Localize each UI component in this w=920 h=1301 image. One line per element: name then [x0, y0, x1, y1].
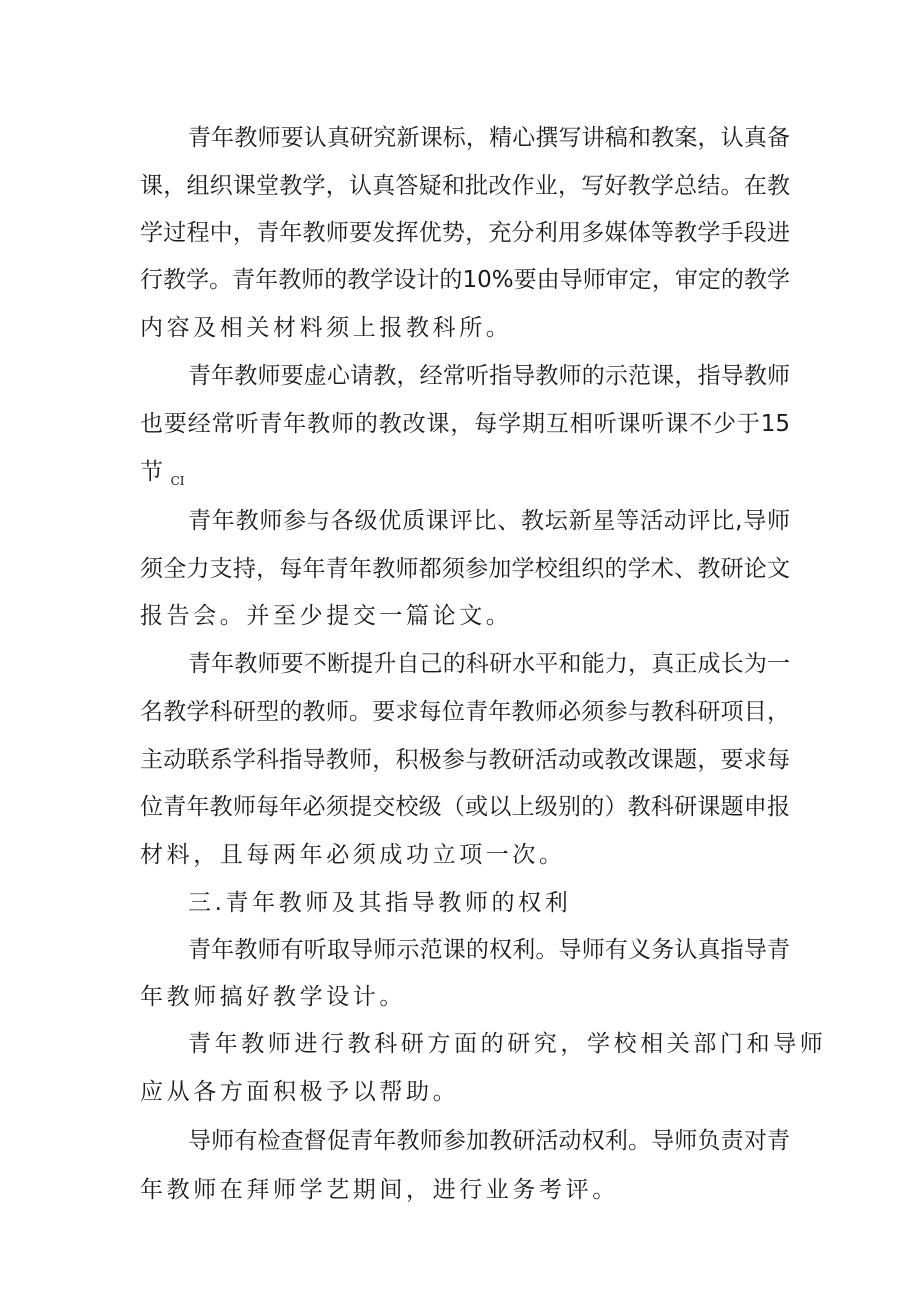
paragraph-4-line-3: 主动联系学科指导教师，积极参与教研活动或教改课题，要求每: [140, 747, 790, 773]
paragraph-1-line-1: 青年教师要认真研究新课标，精心撰写讲稿和教案，认真备: [188, 125, 790, 151]
paragraph-2-suffix-mark: CI: [170, 474, 185, 488]
paragraph-4-line-4: 位青年教师每年必须提交校级（或以上级别的）教科研课题申报: [140, 794, 790, 820]
paragraph-2-line-3-text: 节: [140, 459, 167, 485]
paragraph-6-line-2: 应从各方面积极予以帮助。: [140, 1079, 460, 1105]
paragraph-1-line-2: 课，组织课堂教学，认真答疑和批改作业，写好教学总结。在教: [140, 173, 790, 199]
paragraph-6-line-1: 青年教师进行教科研方面的研究，学校相关部门和导师: [188, 1031, 827, 1057]
paragraph-4-line-2: 名教学科研型的教师。要求每位青年教师必须参与教科研项目，: [140, 699, 790, 725]
paragraph-1-line-5: 内容及相关材料须上报教科所。: [140, 315, 513, 341]
paragraph-5-line-2: 年教师搞好教学设计。: [140, 984, 406, 1010]
paragraph-5-line-1: 青年教师有听取导师示范课的权利。导师有义务认真指导青: [188, 937, 790, 963]
paragraph-4-line-5: 材料，且每两年必须成功立项一次。: [140, 842, 566, 868]
paragraph-4-line-1: 青年教师要不断提升自己的科研水平和能力，真正成长为一: [188, 651, 790, 677]
paragraph-3-line-3: 报告会。并至少提交一篇论文。: [140, 603, 513, 629]
paragraph-1-line-4: 行教学。青年教师的教学设计的10%要由导师审定，审定的教学: [140, 267, 790, 293]
paragraph-2-line-1: 青年教师要虚心请教，经常听指导教师的示范课，指导教师: [188, 363, 790, 389]
paragraph-7-line-2: 年教师在拜师学艺期间，进行业务考评。: [140, 1177, 619, 1203]
paragraph-7-line-1: 导师有检查督促青年教师参加教研活动权利。导师负责对青: [188, 1128, 790, 1154]
paragraph-2-line-2: 也要经常听青年教师的教改课，每学期互相听课听课不少于15: [140, 411, 790, 437]
paragraph-1-line-3: 学过程中，青年教师要发挥优势，充分利用多媒体等教学手段进: [140, 220, 790, 246]
paragraph-3-line-1: 青年教师参与各级优质课评比、教坛新星等活动评比,导师: [188, 508, 790, 534]
paragraph-2-line-3: [140, 457, 790, 496]
section-3-heading: 三.青年教师及其指导教师的权利: [188, 890, 572, 916]
paragraph-3-line-2: 须全力支持，每年青年教师都须参加学校组织的学术、教研论文: [140, 556, 790, 582]
